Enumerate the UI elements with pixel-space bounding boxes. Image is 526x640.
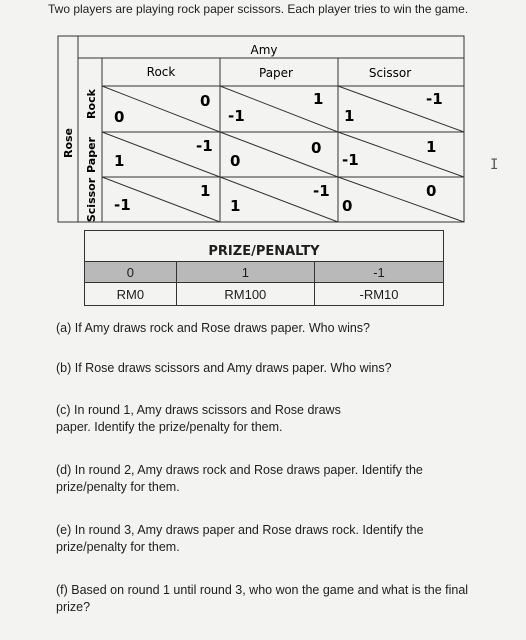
column-player-label: Amy <box>250 43 278 57</box>
payoff-rose: -1 <box>228 107 245 125</box>
question-a: (a) If Amy draws rock and Rose draws paper. Who wins? <box>56 321 371 335</box>
payoff-amy: 1 <box>426 138 437 156</box>
prize-penalty-table <box>84 230 444 306</box>
payoff-rose: 0 <box>114 108 125 126</box>
payoff-amy: 0 <box>426 182 437 200</box>
payoff-rose: 1 <box>230 197 241 215</box>
question-b: (b) If Rose draws scissors and Amy draws paper. Who wins? <box>56 361 392 375</box>
text-cursor-icon: I <box>490 157 499 173</box>
payoff-amy: -1 <box>426 90 443 108</box>
payoff-rose: 0 <box>230 152 241 170</box>
prize-table-title: PRIZE/PENALTY <box>85 231 444 262</box>
payoff-amy: 0 <box>200 92 211 110</box>
matrix-grid <box>58 36 464 222</box>
payoff-amy: -1 <box>196 137 213 155</box>
question-d: (d) In round 2, Amy draws rock and Rose draws paper. Identify the prize/penalty for them. <box>56 463 423 494</box>
payoff-amy: 0 <box>311 139 322 157</box>
question-e: (e) In round 3, Amy draws paper and Rose draws rock. Identify the prize/penalty for them. <box>56 523 424 554</box>
payoff-amy: -1 <box>313 182 330 200</box>
col-label-rock: Rock <box>146 65 176 79</box>
prize-value: 1 <box>176 262 314 283</box>
prize-value: -1 <box>315 262 444 283</box>
question-f: (f) Based on round 1 until round 3, who won the game and what is the final prize? <box>56 583 469 614</box>
intro-text: Two players are playing rock paper scissors. Each player tries to win the game. <box>48 2 469 16</box>
prize-amount: -RM10 <box>315 283 444 306</box>
col-label-scissor: Scissor <box>368 66 412 80</box>
row-label-scissor: Scissor <box>85 177 98 223</box>
payoff-amy: 1 <box>200 182 211 200</box>
payoff-amy: 1 <box>313 90 324 108</box>
payoff-rose: 1 <box>114 152 125 170</box>
row-label-rock: Rock <box>85 89 98 119</box>
cell-diagonals <box>102 86 464 222</box>
payoff-rose: 0 <box>342 197 353 215</box>
row-player-label: Rose <box>62 127 75 159</box>
payoff-rose: -1 <box>342 151 359 169</box>
payoff-rose: -1 <box>114 196 131 214</box>
col-label-paper: Paper <box>259 66 293 80</box>
prize-amount: RM100 <box>176 283 314 306</box>
prize-value: 0 <box>85 262 177 283</box>
payoff-matrix <box>0 0 526 230</box>
question-c: (c) In round 1, Amy draws scissors and Rose draws paper. Identify the prize/penalty for them. <box>56 403 341 434</box>
prize-amount: RM0 <box>85 283 177 306</box>
row-label-paper: Paper <box>85 137 98 173</box>
payoff-rose: 1 <box>344 107 355 125</box>
